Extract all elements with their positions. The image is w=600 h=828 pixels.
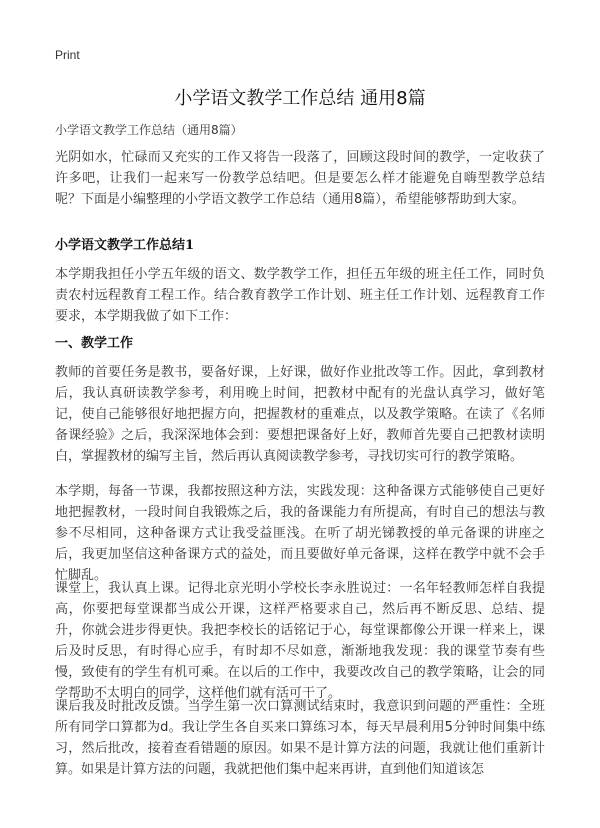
- subsection-heading-teaching: 一、教学工作: [55, 336, 134, 351]
- intro-paragraph: 光阴如水，忙碌而又充实的工作又将告一段落了，回顾这段时间的教学，一定收获了许多吧，让我们一起来写一份教学总结吧。但是要怎么样才能避免自嗨型教学总结呢？下面是小编整理的小学语文教学工作总结（通用8篇），希望能够帮助到大家。: [55, 150, 545, 207]
- section-heading-1: 小学语文教学工作总结1: [55, 238, 195, 253]
- section1-intro-paragraph: 本学期我担任小学五年级的语文、数学教学工作，担任五年级的班主任工作，同时负责农村远程教育工程工作。结合教育教学工作计划、班主任工作计划、远程教育工作要求，本学期我做了如下工作：: [55, 267, 545, 324]
- page-title: 小学语文教学工作总结 通用8篇: [174, 88, 426, 109]
- paragraph-3: 课堂上，我认真上课。记得北京光明小学校长李永胜说过：一名年轻教师怎样自我提高，你要把每堂课都当成公开课，这样严格要求自己，然后再不断反思、总结、提升，你就会进步得更快。我把李校长的话铭记于心，每堂课都像公开课一样来上，课后及时反思，有时得心应手，有时却不尽如意，渐渐地我发现：我的课堂节奏有些慢，致使有的学生有机可乘。在以后的工作中，我要改改自己的教学策略，让会的同学帮助不太明白的同学，这样他们就有活可干了。: [55, 581, 545, 701]
- paragraph-4: 课后我及时批改反馈。当学生第一次口算测试结束时，我意识到问题的严重性：全班所有同学口算都为d。我让学生各自买来口算练习本，每天早晨利用5分钟时间集中练习，然后批改，接着查看错题的原因。如果不是计算方法的问题，我就让他们重新计算。如果是计算方法的问题，我就把他们集中起来再讲，直到他们知道该怎: [55, 699, 545, 777]
- paragraph-2: 本学期，每备一节课，我都按照这种方法，实践发现：这种备课方式能够使自己更好地把握教材，一段时间自我锻炼之后，我的备课能力有所提高，有时自己的想法与教参不尽相同，这种备课方式让我受益匪浅。在听了胡光锑教授的单元备课的讲座之后，我更加坚信这种备课方式的益处，而且要做好单元备课，这样在教学中就不会手忙脚乱。: [55, 484, 545, 583]
- print-link[interactable]: Print: [55, 48, 80, 62]
- paragraph-1: 教师的首要任务是教书，要备好课，上好课，做好作业批改等工作。因此，拿到教材后，我认真研读教学参考，利用晚上时间，把教材中配有的光盘认真学习，做好笔记，使自己能够很好地把握方向，把握教材的重难点，以及教学策略。在读了《名师备课经验》之后，我深深地体会到：要想把课备好上好，教师首先要自己把教材读明白，掌握教材的编写主旨，然后再认真阅读教学参考，寻找切实可行的教学策略。: [55, 365, 545, 464]
- document-subtitle: 小学语文教学工作总结（通用8篇）: [55, 123, 243, 137]
